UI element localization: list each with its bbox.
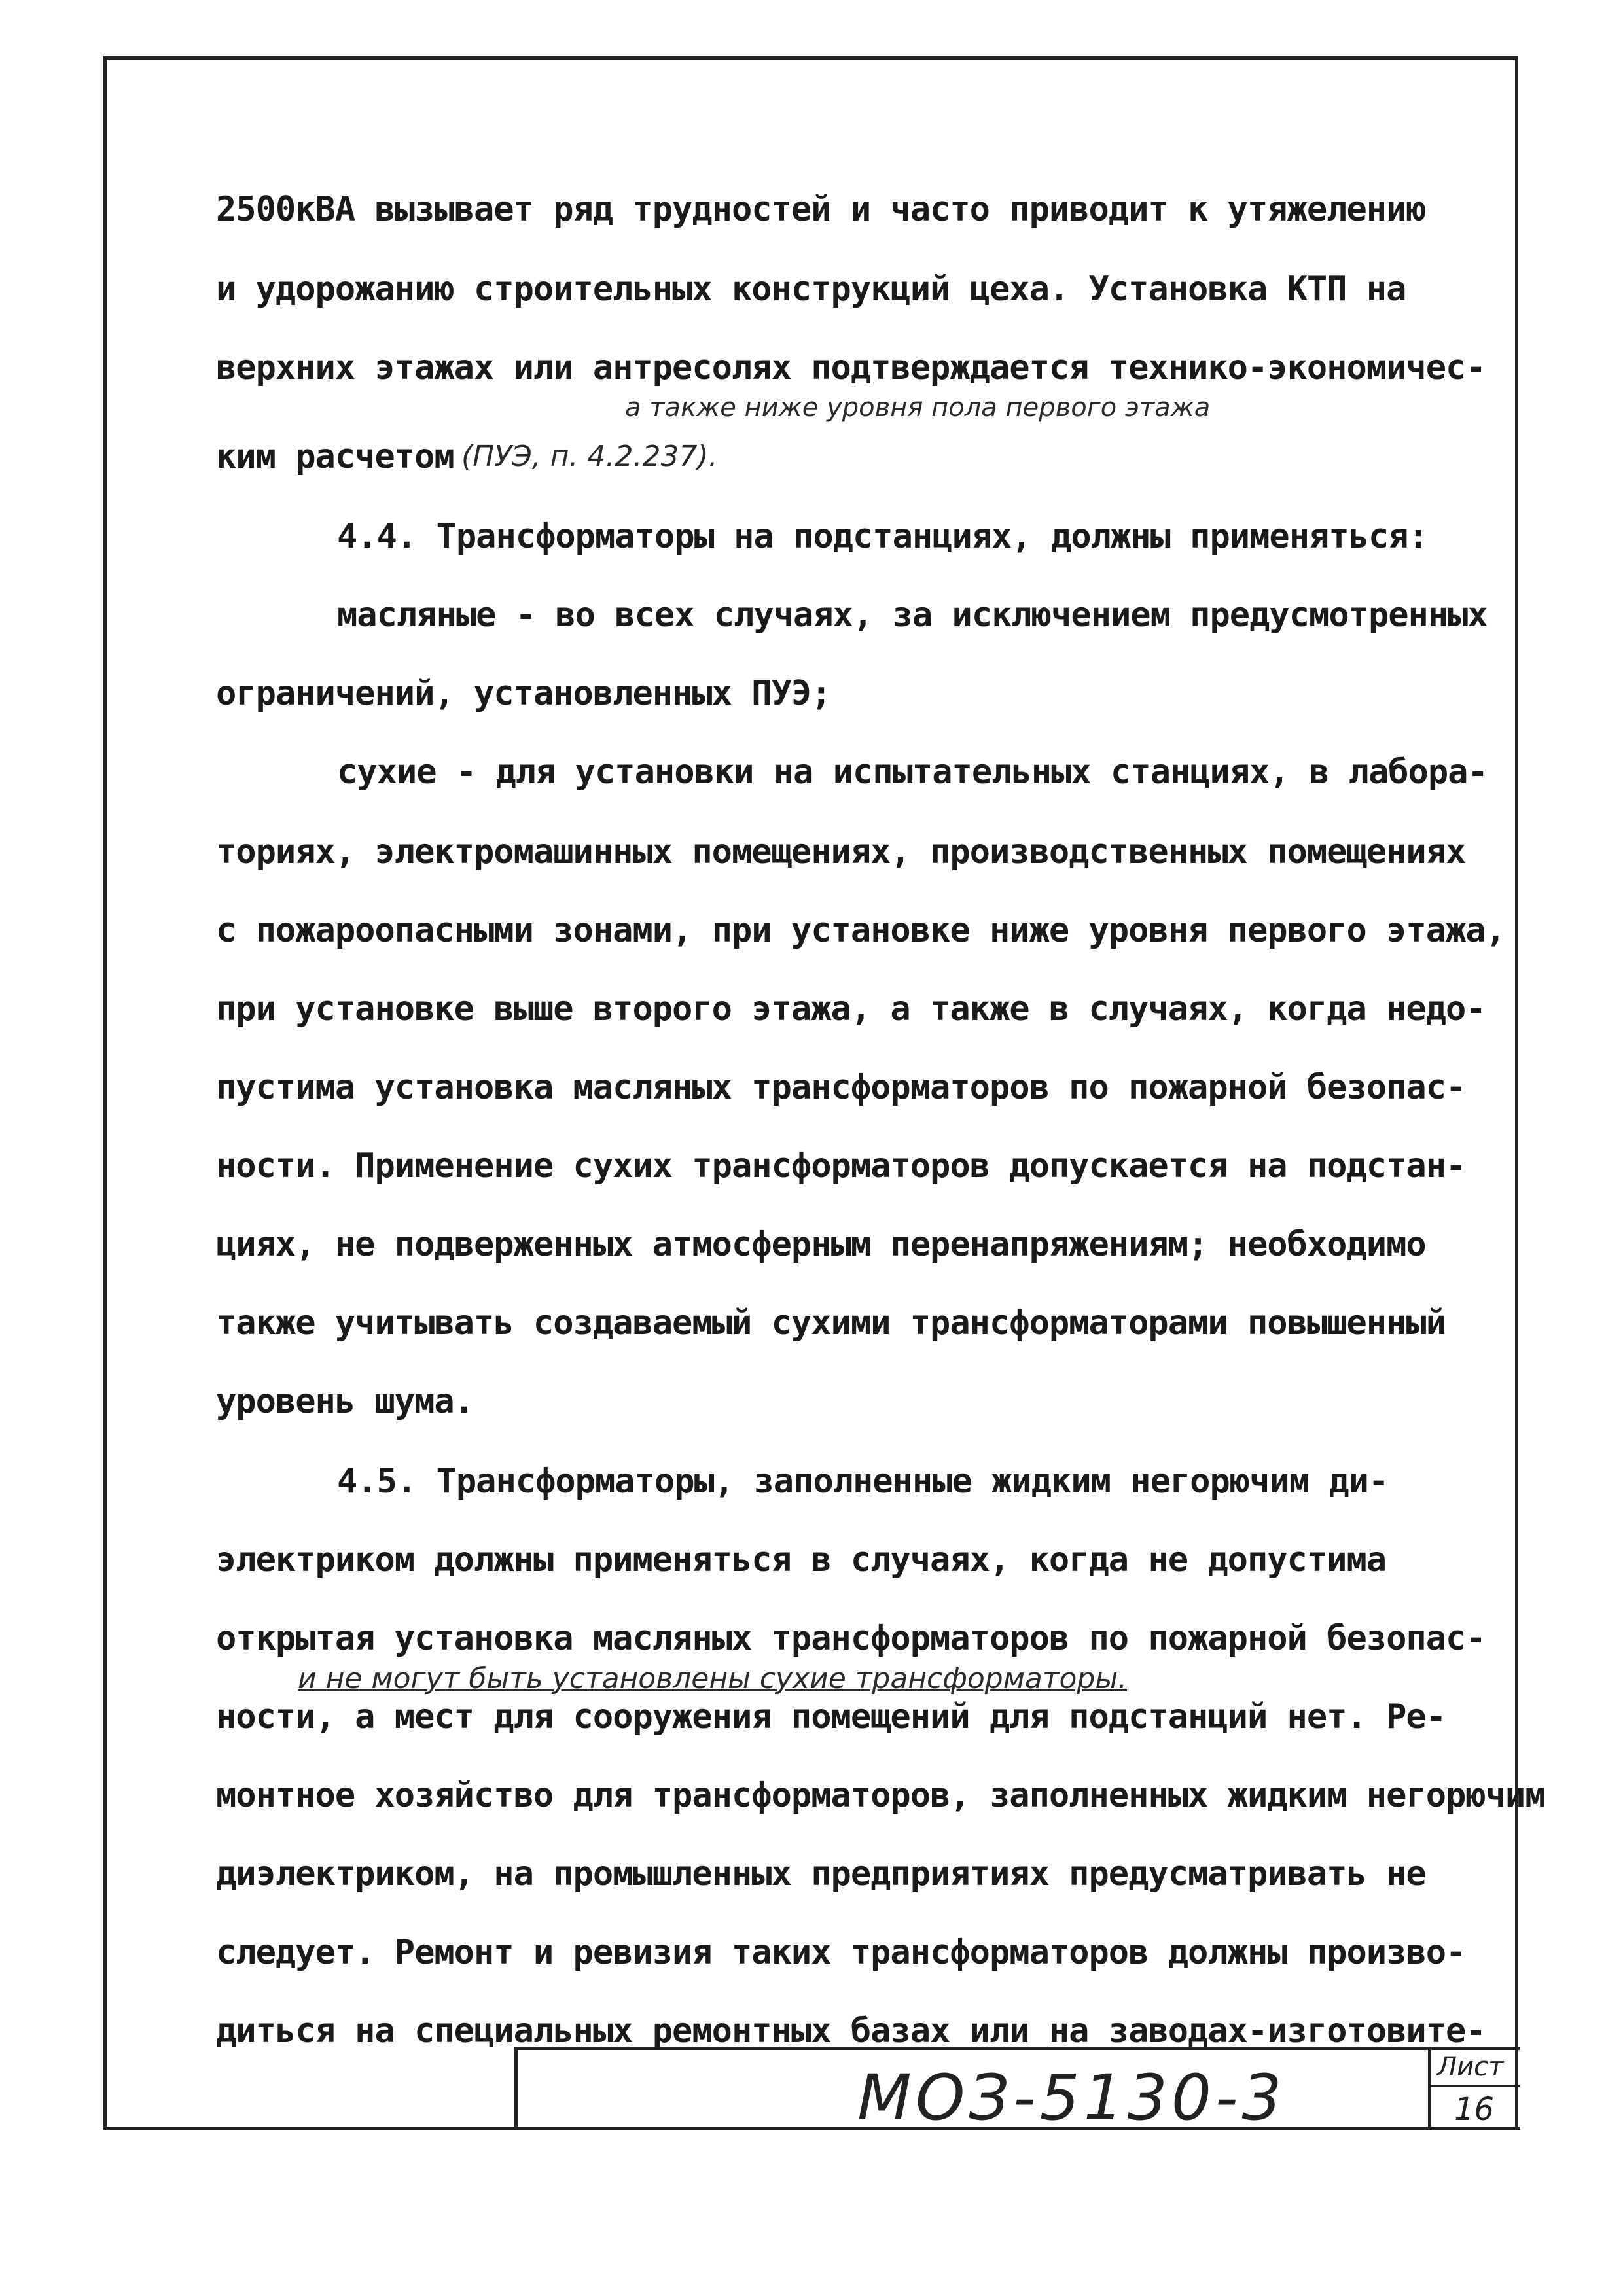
text-line: ности. Применение сухих трансформаторов допускается на подстан- <box>216 1146 1466 1186</box>
text-line: электриком должны применяться в случаях, когда не допустима <box>216 1540 1387 1580</box>
text-line: следует. Ремонт и ревизия таких трансформаторов должны произво- <box>216 1933 1466 1972</box>
text-line: уровень шума. <box>216 1382 474 1421</box>
text-line: циях, не подверженных атмосферным перенапряжениям; необходимо <box>216 1225 1426 1264</box>
handwritten-insert: а также ниже уровня пола первого этажа <box>625 393 1211 423</box>
text-line: и удорожанию строительных конструкций цеха. Установка КТП на <box>216 270 1406 309</box>
handwritten-insert: и не могут быть установлены сухие трансформаторы. <box>298 1662 1128 1695</box>
sheet-label: Лист <box>1437 2052 1504 2082</box>
text-line: при установке выше второго этажа, а также в случаях, когда недо- <box>216 989 1486 1029</box>
text-line: монтное хозяйство для трансформаторов, заполненных жидким негорючим <box>216 1776 1545 1815</box>
text-line: открытая установка масляных трансформаторов по пожарной безопас- <box>216 1619 1486 1658</box>
stamp-sheet-border <box>1428 2085 1520 2087</box>
stamp-sheet-border <box>1428 2047 1431 2128</box>
text-line: ториях, электромашинных помещениях, производственных помещениях <box>216 832 1466 872</box>
text-line: также учитывать создаваемый сухими трансформаторами повышенный <box>216 1303 1446 1343</box>
text-line: диэлектриком, на промышленных предприятиях предусматривать не <box>216 1854 1426 1894</box>
text-line: ограничений, установленных ПУЭ; <box>216 674 831 713</box>
text-line: масляные - во всех случаях, за исключением предусмотренных <box>337 595 1488 635</box>
text-line: верхних этажах или антресолях подтверждается технико-экономичес- <box>216 348 1486 387</box>
text-line: сухие - для установки на испытательных станциях, в лабора- <box>337 752 1488 792</box>
text-line: ности, а мест для сооружения помещений для подстанций нет. Ре- <box>216 1697 1446 1737</box>
text-line: диться на специальных ремонтных базах или на заводах-изготовите- <box>216 2011 1486 2051</box>
text-line: ким расчетом <box>216 437 454 476</box>
text-line: 4.4. Трансформаторы на подстанциях, должны применяться: <box>337 517 1428 556</box>
stamp-border <box>514 2047 518 2128</box>
text-line: 2500кВА вызывает ряд трудностей и часто приводит к утяжелению <box>216 190 1426 229</box>
document-code: МОЗ-5130-3 <box>857 2061 1286 2134</box>
text-line: пустима установка масляных трансформаторов по пожарной безопас- <box>216 1068 1466 1107</box>
sheet-number: 16 <box>1454 2091 1495 2128</box>
frame-bottom-line <box>103 2127 1520 2130</box>
text-line: 4.5. Трансформаторы, заполненные жидким негорючим ди- <box>337 1462 1389 1501</box>
text-line: с пожароопасными зонами, при установке ниже уровня первого этажа, <box>216 911 1505 950</box>
handwritten-reference: (ПУЭ, п. 4.2.237). <box>461 440 718 473</box>
